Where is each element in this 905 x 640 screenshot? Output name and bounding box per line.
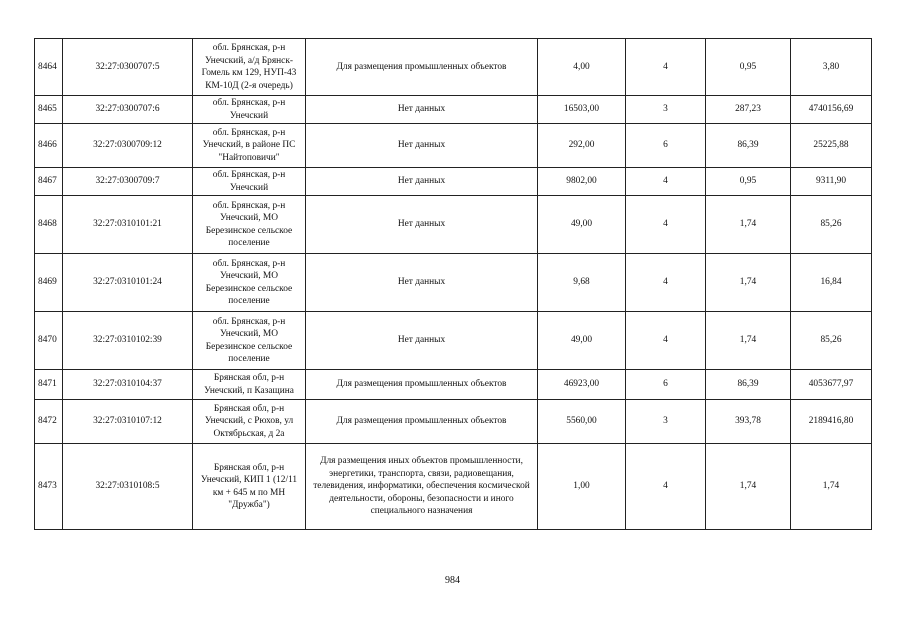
- group: 4: [626, 39, 706, 96]
- purpose: Нет данных: [306, 124, 538, 168]
- table-row: [35, 254, 872, 312]
- cadastral-number: 32:27:0300709:7: [63, 168, 193, 196]
- purpose: Нет данных: [306, 254, 538, 312]
- table-row: [35, 312, 872, 370]
- area: 49,00: [538, 196, 626, 254]
- cadastral-number: 32:27:0300707:5: [63, 39, 193, 96]
- cadastral-number: 32:27:0310104:37: [63, 370, 193, 400]
- purpose: Нет данных: [306, 196, 538, 254]
- value: 25225,88: [791, 124, 872, 168]
- rate: 86,39: [706, 370, 791, 400]
- row-number: 8464: [35, 39, 63, 96]
- table-row: [35, 168, 872, 196]
- area: 1,00: [538, 444, 626, 530]
- rate: 0,95: [706, 39, 791, 96]
- rate: 1,74: [706, 254, 791, 312]
- table-row: [35, 124, 872, 168]
- address: обл. Брянская, р-н Унечский, МО Березинское сельское поселение: [193, 196, 306, 254]
- area: 4,00: [538, 39, 626, 96]
- value: 85,26: [791, 196, 872, 254]
- value: 85,26: [791, 312, 872, 370]
- address: обл. Брянская, р-н Унечский, в районе ПС "Найтоповичи": [193, 124, 306, 168]
- rate: 287,23: [706, 96, 791, 124]
- row-number: 8466: [35, 124, 63, 168]
- purpose: Нет данных: [306, 96, 538, 124]
- address: Брянская обл, р-н Унечский, КИП 1 (12/11 км + 645 м по МН "Дружба"): [193, 444, 306, 530]
- table-row: [35, 370, 872, 400]
- value: 3,80: [791, 39, 872, 96]
- group: 6: [626, 370, 706, 400]
- address: обл. Брянская, р-н Унечский: [193, 168, 306, 196]
- row-number: 8471: [35, 370, 63, 400]
- rate: 86,39: [706, 124, 791, 168]
- group: 3: [626, 400, 706, 444]
- cadastral-number: 32:27:0300707:6: [63, 96, 193, 124]
- area: 49,00: [538, 312, 626, 370]
- rate: 1,74: [706, 444, 791, 530]
- area: 9802,00: [538, 168, 626, 196]
- cadastral-number: 32:27:0310102:39: [63, 312, 193, 370]
- area: 46923,00: [538, 370, 626, 400]
- purpose: Для размещения иных объектов промышленности, энергетики, транспорта, связи, радиовещания, телевидения, информатики, обеспечения космической деятельности, обороны, безопасности и иного специального назначения: [306, 444, 538, 530]
- rate: 0,95: [706, 168, 791, 196]
- purpose: Нет данных: [306, 312, 538, 370]
- value: 4740156,69: [791, 96, 872, 124]
- row-number: 8469: [35, 254, 63, 312]
- area: 16503,00: [538, 96, 626, 124]
- purpose: Нет данных: [306, 168, 538, 196]
- address: обл. Брянская, р-н Унечский, МО Березинское сельское поселение: [193, 254, 306, 312]
- area: 9,68: [538, 254, 626, 312]
- area: 292,00: [538, 124, 626, 168]
- rate: 393,78: [706, 400, 791, 444]
- row-number: 8473: [35, 444, 63, 530]
- page-number: 984: [445, 575, 460, 586]
- value: 4053677,97: [791, 370, 872, 400]
- cadastral-number: 32:27:0310107:12: [63, 400, 193, 444]
- group: 4: [626, 312, 706, 370]
- row-number: 8467: [35, 168, 63, 196]
- group: 4: [626, 444, 706, 530]
- purpose: Для размещения промышленных объектов: [306, 39, 538, 96]
- purpose: Для размещения промышленных объектов: [306, 370, 538, 400]
- address: обл. Брянская, р-н Унечский, МО Березинское сельское поселение: [193, 312, 306, 370]
- value: 2189416,80: [791, 400, 872, 444]
- group: 3: [626, 96, 706, 124]
- value: 9311,90: [791, 168, 872, 196]
- table-row: [35, 196, 872, 254]
- rate: 1,74: [706, 196, 791, 254]
- group: 4: [626, 196, 706, 254]
- table-body: [35, 39, 872, 530]
- cadastral-number: 32:27:0300709:12: [63, 124, 193, 168]
- rate: 1,74: [706, 312, 791, 370]
- address: обл. Брянская, р-н Унечский: [193, 96, 306, 124]
- area: 5560,00: [538, 400, 626, 444]
- value: 16,84: [791, 254, 872, 312]
- cadastral-number: 32:27:0310101:24: [63, 254, 193, 312]
- purpose: Для размещения промышленных объектов: [306, 400, 538, 444]
- value: 1,74: [791, 444, 872, 530]
- table-row: [35, 39, 872, 96]
- group: 6: [626, 124, 706, 168]
- group: 4: [626, 254, 706, 312]
- table-row: [35, 400, 872, 444]
- table-row: [35, 444, 872, 530]
- group: 4: [626, 168, 706, 196]
- registry-table: [34, 38, 872, 530]
- cadastral-number: 32:27:0310108:5: [63, 444, 193, 530]
- address: Брянская обл, р-н Унечский, с Рюхов, ул Октябрьская, д 2а: [193, 400, 306, 444]
- row-number: 8465: [35, 96, 63, 124]
- address: обл. Брянская, р-н Унечский, а/д Брянск-Гомель км 129, НУП-43 КМ-10Д (2-я очередь): [193, 39, 306, 96]
- cadastral-number: 32:27:0310101:21: [63, 196, 193, 254]
- row-number: 8470: [35, 312, 63, 370]
- address: Брянская обл, р-н Унечский, п Казащина: [193, 370, 306, 400]
- row-number: 8472: [35, 400, 63, 444]
- row-number: 8468: [35, 196, 63, 254]
- table-row: [35, 96, 872, 124]
